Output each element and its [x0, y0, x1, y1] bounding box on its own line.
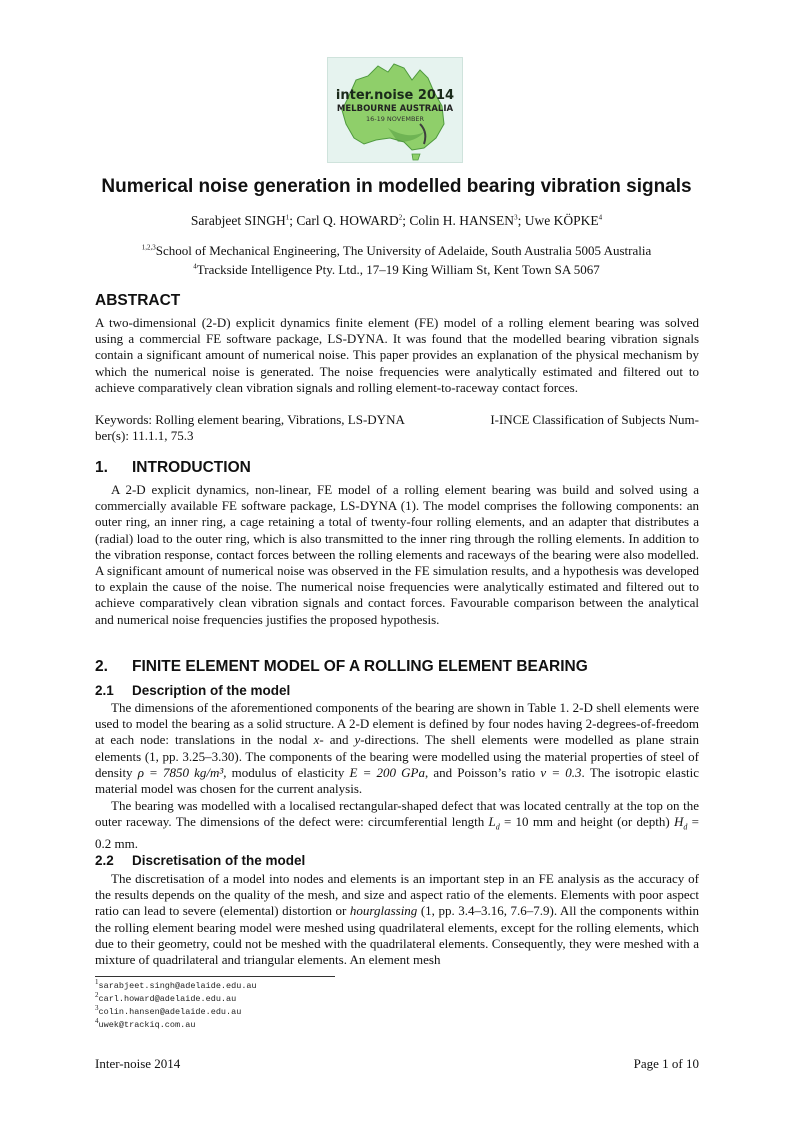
footer-page-number: Page 1 of 10 — [633, 1056, 699, 1071]
logo-dates: 16-19 NOVEMBER — [365, 115, 425, 123]
author-name: Colin H. HANSEN — [409, 213, 515, 228]
author-name: Carl Q. HOWARD — [296, 213, 399, 228]
section-heading-fem: 2. FINITE ELEMENT MODEL OF A ROLLING ELEMENT BEARING — [95, 658, 588, 675]
author-sup: 3 — [514, 213, 518, 222]
paper-title: Numerical noise generation in modelled bearing vibration signals — [101, 176, 692, 197]
author-sup: 2 — [398, 213, 403, 222]
discretisation-paragraph: The discretisation of a model into nodes and elements is an important step in an FE analysis as the accuracy of the results depends on the quality of the mesh, and size and aspect ratio of the elements. Elements with poor aspect ratio can lead to severe (elemental) distortion or hourglassing (1, pp. 3.4–3.16, 7.6–7.9). All the components within the rolling element bearing model were meshed using quadrilateral elements, except for the rolling elements, which due to their geometry, could not be meshed with the quadrilateral elements. Consequently, they were meshed with a mixture of quadrilateral and triangular elements. An element mesh — [95, 871, 699, 968]
footnote-email: $^2$carl.howard@adelaide.edu.au — [95, 991, 237, 1004]
description-paragraph-1: The dimensions of the aforementioned components of the bearing are shown in Table 1. 2-D shell elements were used to model the bearing as a solid structure. A 2-D element is defined by four nodes having 2-degrees-of-freedom at each node: translations in the nodal x- and y-directions. The shell elements were modelled as plane strain elements (1, pp. 3.25–3.30). The components of the bearing were modelled using the material properties of steel of density ρ = 7850 kg/m³, modulus of elasticity E = 200 GPa, and Poisson’s ratio ν = 0.3. The isotropic elastic material model was chosen for the current analysis. — [95, 700, 699, 797]
author-name: Uwe KÖPKE — [524, 213, 599, 228]
logo-location: MELBOURNE AUSTRALIA — [336, 104, 454, 114]
author-sup: 4 — [598, 213, 603, 222]
subsection-heading-description: 2.1 Description of the model — [95, 683, 291, 698]
affiliation: $^{1,2,3}$School of Mechanical Engineering, The University of Adelaide, South Australia 5005 Australia — [141, 243, 652, 258]
footer-conference: Inter-noise 2014 — [95, 1056, 181, 1071]
footnote-email: $^3$colin.hansen@adelaide.edu.au — [95, 1004, 242, 1017]
intro-paragraph: A 2-D explicit dynamics, non-linear, FE model of a rolling element bearing was build and solved using a commercially available FE software package, LS-DYNA (1). The model comprises the following components: an outer ring, an inner ring, a cage retaining a total of twenty-four rolling elements, and an adapter that distributes a (radial) load to the outer ring, which is also transmitted to the inner ring through the rolling elements. In addition to the vibration response, contact forces between the rolling elements and raceways of the bearing were also modelled. A significant amount of numerical noise was observed in the FE simulation results, and a hypothesis was developed to explain the cause of the noise. The numerical noise frequencies were analytically estimated and filtered out to achieve comparatively clean vibration signals and contact forces. Favourable comparison between the analytical and numerical noise frequencies justifies the proposed hypothesis. — [95, 482, 699, 627]
affiliation: $^4$Trackside Intelligence Pty. Ltd., 17–19 King William St, Kent Town SA 5067 — [193, 262, 600, 277]
subsection-heading-discretisation: 2.2 Discretisation of the model — [95, 853, 306, 868]
footnote-rule — [95, 976, 335, 977]
section-heading-intro: 1. INTRODUCTION — [95, 459, 251, 476]
conference-logo — [327, 57, 463, 163]
footnote-email: $^1$sarabjeet.singh@adelaide.edu.au — [95, 978, 257, 991]
author-sup: 1 — [285, 213, 290, 222]
description-paragraph-2: The bearing was modelled with a localised rectangular-shaped defect that was located centrally at the top on the outer raceway. The dimensions of the defect were: circumferential length $L_d = 10$ mm and height (or depth) $H_d = 0.2$ mm. — [95, 798, 699, 851]
author-list: Sarabjeet SINGH$^1$; Carl Q. HOWARD$^2$; Colin H. HANSEN$^3$; Uwe KÖPKE$^4$ — [190, 213, 603, 228]
classification-numbers: ber(s): 11.1.1, 75.3 — [95, 428, 194, 444]
abstract-heading: ABSTRACT — [95, 292, 181, 309]
logo-title: inter.noise 2014 — [335, 88, 455, 103]
keywords-left: Keywords: Rolling element bearing, Vibrations, LS-DYNA — [95, 412, 405, 427]
abstract-text: A two-dimensional (2-D) explicit dynamics finite element (FE) model of a rolling element bearing was solved using a commercial FE software package, LS-DYNA. It was found that the modelled bearing vibration signals contain a significant amount of numerical noise. This paper provides an explanation of the physical mechanism by which the numerical noise is generated. The noise frequencies were analytically estimated and filtered out to achieve comparatively clean vibration signals and rolling element-to-raceway contact forces. — [95, 315, 699, 395]
footnote-email: $^4$uwek@trackiq.com.au — [95, 1017, 196, 1030]
author-name: Sarabjeet SINGH — [190, 213, 286, 228]
classification-label: I-INCE Classification of Subjects Num- — [490, 412, 699, 427]
keywords — [95, 412, 699, 444]
